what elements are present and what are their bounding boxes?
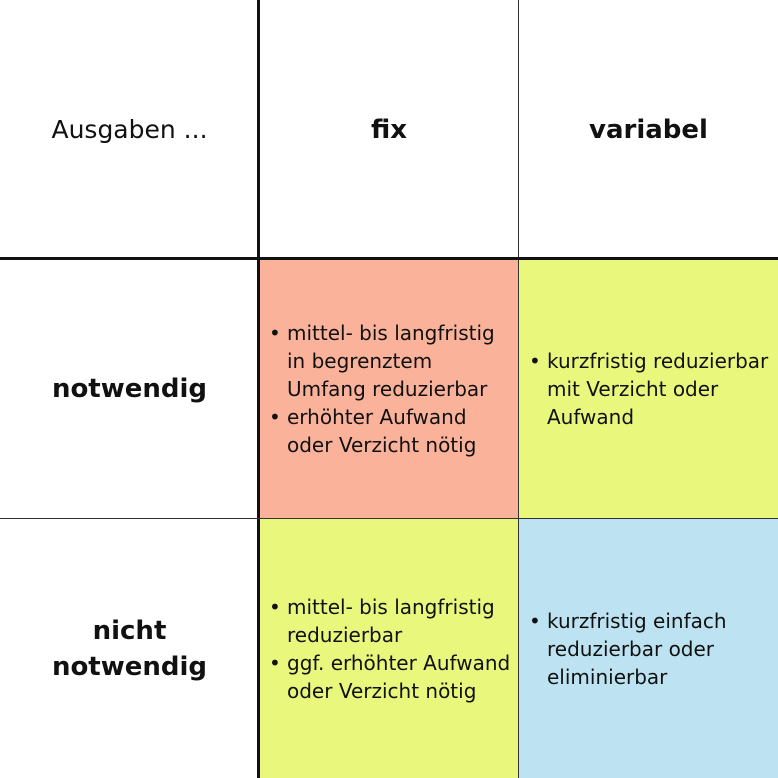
list-item: • mittel- bis langfristig in begrenztem Umfang reduzierbar bbox=[267, 319, 511, 403]
column-header-fix bbox=[259, 0, 519, 259]
cell-fix-nicht-notwendig-list bbox=[259, 593, 519, 705]
cell-variabel-notwendig bbox=[519, 259, 778, 519]
cell-variabel-nicht-notwendig-list bbox=[519, 607, 778, 691]
list-item: • mittel- bis langfristig reduzierbar bbox=[267, 593, 511, 649]
row-header-notwendig bbox=[0, 259, 259, 519]
column-header-variabel-label: variabel bbox=[589, 114, 708, 145]
column-header-variabel bbox=[519, 0, 778, 259]
list-item: • kurzfristig reduzierbar mit Verzicht oder Aufwand bbox=[527, 347, 770, 431]
divider-vertical bbox=[518, 0, 519, 778]
cell-variabel-nicht-notwendig bbox=[519, 519, 778, 778]
list-item: • ggf. erhöhter Aufwand oder Verzicht nötig bbox=[267, 649, 511, 705]
cell-fix-nicht-notwendig bbox=[259, 519, 519, 778]
divider-vertical-main bbox=[257, 0, 260, 778]
list-item: • erhöhter Aufwand oder Verzicht nötig bbox=[267, 403, 511, 459]
row-header-nicht-notwendig bbox=[0, 519, 259, 778]
divider-horizontal-main bbox=[0, 257, 778, 260]
cell-fix-notwendig bbox=[259, 259, 519, 519]
row-header-line: notwendig bbox=[51, 651, 208, 682]
column-header-fix-label: fix bbox=[370, 114, 408, 145]
divider-horizontal bbox=[0, 518, 778, 519]
row-header-nicht-notwendig-label bbox=[52, 613, 207, 685]
corner-label: Ausgaben ... bbox=[51, 115, 208, 144]
cell-fix-notwendig-list bbox=[259, 319, 519, 459]
row-header-notwendig-label: notwendig bbox=[51, 374, 208, 404]
list-item: • kurzfristig einfach reduzierbar oder eliminierbar bbox=[527, 607, 770, 691]
row-header-line: nicht bbox=[92, 615, 167, 646]
corner-cell bbox=[0, 0, 259, 259]
cell-variabel-notwendig-list bbox=[519, 347, 778, 431]
